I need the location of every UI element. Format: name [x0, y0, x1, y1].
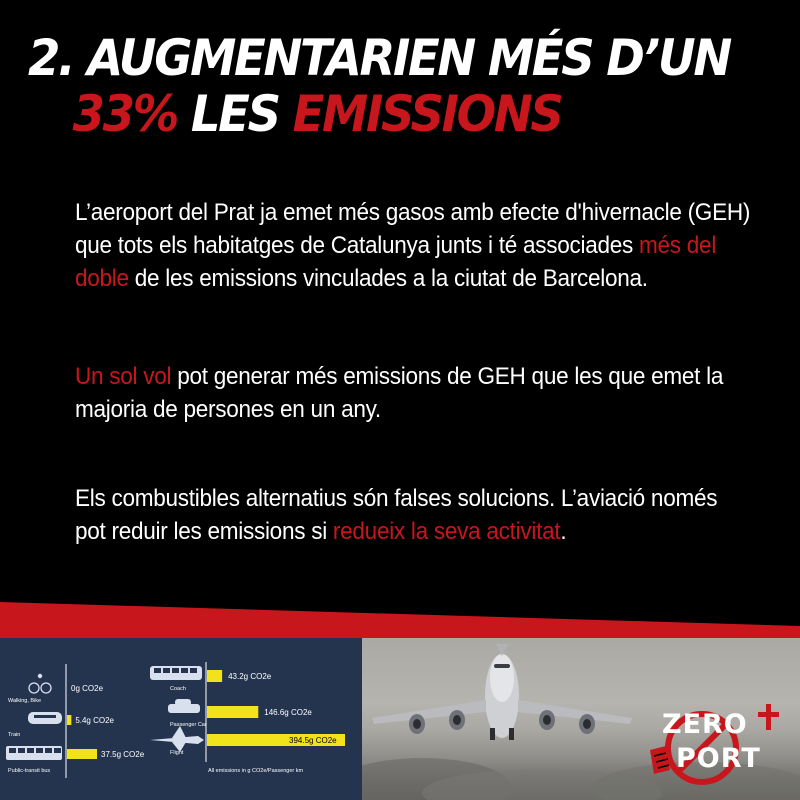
coach-icon [154, 668, 161, 673]
coach-icon [190, 668, 197, 673]
bus-icon [36, 748, 43, 753]
category-label: Passenger Car [170, 722, 207, 728]
paragraph-text: Els combustibles alternatius són falses solucions. L’aviació només pot reduir les emissions si [75, 485, 718, 545]
bar-value-label: 5.4g CO2e [75, 716, 115, 725]
train-icon [34, 715, 56, 718]
paragraph-text: pot generar més emissions de GEH que les que emet la majoria de persones en un any. [75, 363, 724, 423]
title-line-2 [28, 86, 730, 142]
title-les: LES [176, 85, 293, 143]
category-label: Coach [170, 686, 186, 692]
bar-value-label: 394.5g CO2e [289, 736, 337, 745]
bar-value-label: 43.2g CO2e [228, 672, 272, 681]
title-emissions: EMISSIONS [292, 85, 562, 143]
coach-icon [163, 668, 170, 673]
paragraph-alternative-fuels [75, 482, 752, 548]
highlight-text: més del doble [75, 232, 717, 292]
chart-bar [67, 749, 97, 759]
person-bike-icon [29, 683, 39, 693]
chart-bar [207, 706, 258, 718]
category-label: Walking, Bike [8, 698, 42, 704]
category-label: Train [8, 732, 21, 738]
page-title [28, 30, 730, 142]
bar-value-label: 0g CO2e [71, 684, 104, 693]
red-diagonal-band [0, 598, 800, 642]
title-line-1: 2. AUGMENTARIEN MÉS D’UN [28, 29, 730, 87]
paragraph-text: . [560, 518, 567, 545]
coach-icon [181, 668, 188, 673]
paragraph-single-flight [75, 360, 752, 426]
paragraph-text: L’aeroport del Prat ja emet més gasos amb efecte d'hivernacle (GEH) que tots els habitatges de Catalunya junts i té associades [75, 199, 751, 259]
bar-value-label: 146.6g CO2e [264, 708, 312, 717]
chart-bar [207, 670, 222, 682]
bus-icon [45, 748, 52, 753]
bus-icon [9, 748, 16, 753]
bus-icon [27, 748, 34, 753]
zeroport-logo [648, 702, 788, 794]
bus-icon [54, 748, 61, 753]
category-label: Public-transit bus [8, 768, 51, 774]
category-label: Flight [170, 750, 184, 756]
person-bike-icon [38, 674, 42, 678]
logo-word-port: PORT [676, 743, 761, 774]
paragraph-airport-emissions [75, 196, 752, 295]
paragraph-text: de les emissions vinculades a la ciutat de Barcelona. [128, 265, 648, 292]
highlight-text: redueix la seva activitat [332, 518, 561, 545]
bus-icon [18, 748, 25, 753]
highlight-text: Un sol vol [75, 363, 172, 390]
emissions-chart-svg [0, 638, 362, 800]
emissions-chart [0, 638, 362, 800]
coach-icon [172, 668, 179, 673]
logo-word-zero: ZERO [662, 709, 748, 740]
car-icon [175, 699, 191, 706]
bar-value-label: 37.5g CO2e [101, 750, 145, 759]
chart-bar [67, 715, 71, 725]
x-axis-label: All emissions in g CO2e/Passenger km [208, 768, 304, 774]
title-percent: 33% [72, 85, 177, 143]
person-bike-icon [41, 683, 51, 693]
